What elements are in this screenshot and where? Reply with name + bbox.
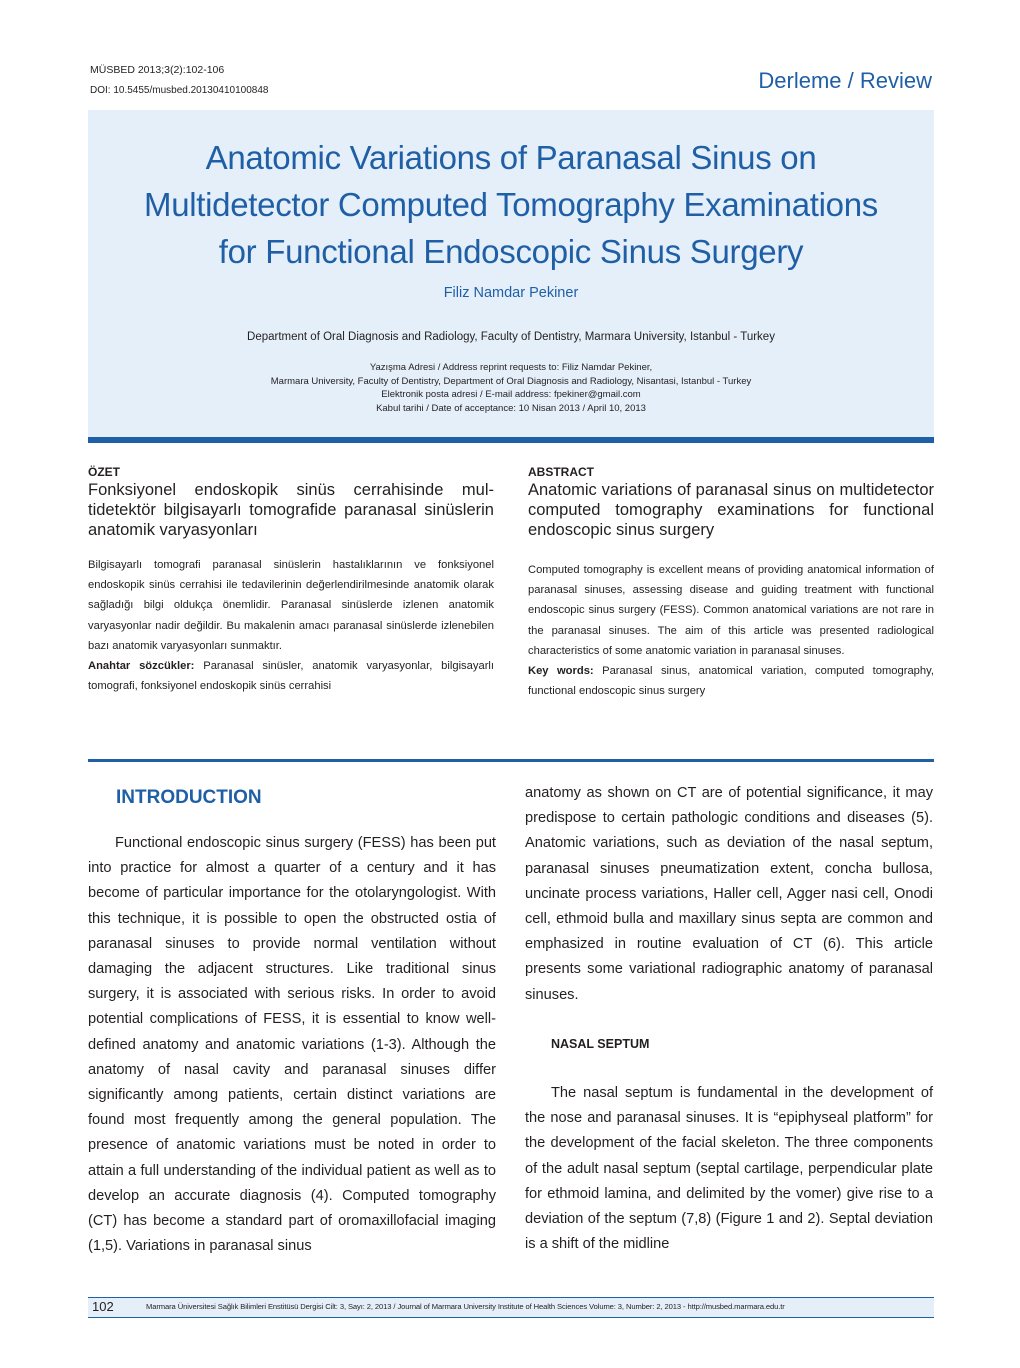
abstract-title: Anatomic variations of paranasal sinus on multidetector computed tomography examinations for functional endoscopic sinus surgery [528,481,934,539]
title-line: Anatomic Variations of Paranasal Sinus on [205,139,817,176]
doi: DOI: 10.5455/musbed.20130410100848 [90,85,269,96]
ozet-keywords-label: Anahtar sözcükler: [88,660,195,673]
nasal-septum-text: The nasal septum is fundamental in the development of the nose and paranasal sinuses. It is “epiphyseal platform” for the development of the facial skeleton. The three components of the adult nasal septum (septal cartilage, perpendicular plate for ethmoid lamina, and delimited by the vomer) give rise to a deviation of the septum (7,8) (Figure 1 and 2). Septal deviation is a shift of the midline [525,1085,933,1253]
abstract-body [528,560,934,701]
title-line: for Functional Endoscopic Sinus Surgery [218,233,804,270]
abstract-body-text: Computed tomography is excellent means of providing anatomical information of paranasal sinuses, assessing disease and guiding treatment with functional endoscopic sinus surgery (FESS). Common anatomical variations are not rare in the paranasal sinuses. The aim of this article was presented radiological characteristics of some anatomic variation in paranasal sinuses. [528,564,934,657]
title-line: Multidetector Computed Tomography Examinations [144,186,878,223]
contact-info [88,361,934,415]
ozet-body-text: Bilgisayarlı tomografi paranasal sinüslerin hastalıklarının ve fonksiyonel endoskopik sinüs cerrahisi ile tedavilerinin değerlendirilmesinde anatomik olarak sağladığı bilgi oldukça önemlidir. Paranasal sinüslerde izlenen anatomik varyasyonlar nadir değildir. Bu makalenin amacı paranasal sinüslerde izlenebilen bazı anatomik varyasyonları sunmaktır. [88,559,494,652]
ozet-keywords: Paranasal sinüsler, anatomik varyasyonlar, bilgisayarlı tomografi, fonksiyonel endoskopik sinüs cerrahisi [88,660,495,693]
contact-line: Marmara University, Faculty of Dentistry, Department of Oral Diagnosis and Radiology, Nisantasi, Istanbul - Turkey [270,375,752,387]
introduction-text: Functional endoscopic sinus surgery (FESS) has been put into practice for almost a quarter of a century and it has become of particular importance for the otolaryngologist. With this technique, it is possible to open the obstructed ostia of paranasal sinuses to provide normal ventilation without damaging the adjacent structures. Like traditional sinus surgery, it is associated with serious risks. In order to avoid potential complications of FESS, it is essential to know well-defined anatomy and anatomic variations (1-3). Although the anatomy of nasal cavity and paranasal sinuses differ significantly among patients, certain distinct variations are found most frequently among the general population. The presence of anatomic variations must be noted in order to attain a full understanding of the individual patient as well as to develop an accurate diagnosis (4). Computed tomography (CT) has become a standard part of oromaxillofacial imaging (1,5). Variations in paranasal sinus [88,835,496,1255]
ozet-section [88,465,494,696]
introduction-heading: INTRODUCTION [116,787,262,808]
title-block [88,110,934,443]
page-number: 102 [92,1299,114,1314]
introduction-continued: anatomy as shown on CT are of potential significance, it may predispose to certain pathologic conditions and diseases (5). Anatomic variations, such as deviation of the nasal septum, paranasal sinuses pneumatization extent, concha bullosa, uncinate process variations, Haller cell, Agger nasi cell, Onodi cell, ethmoid bulla and maxillary sinus septa are common and emphasized in routine evaluation of CT (6). This article presents some variational radiographic anatomy of paranasal sinuses. [525,785,933,1003]
abstract-label: ABSTRACT [528,465,594,479]
contact-line: Yazışma Adresi / Address reprint requests to: Filiz Namdar Pekiner, [369,362,653,373]
article-title [88,134,934,275]
journal-reference: MÜSBED 2013;3(2):102-106 [90,64,225,76]
abstract-section [528,465,934,701]
ozet-body [88,555,494,696]
footer-citation: Marmara Üniversitesi Sağlık Bilimleri Enstitüsü Dergisi Cilt: 3, Sayı: 2, 2013 / Journal of Marmara University Institute of Health Sciences Volume: 3, Number: 2, 2013 - http://musbed.marmara.edu.tr [146,1302,785,1311]
ozet-title: Fonksiyonel endoskopik sinüs cerrahisinde mul-tidetektör bilgisayarlı tomografide paranasal sinüslerin anatomik varyasyonları [88,481,494,539]
nasal-septum-heading: NASAL SEPTUM [551,1037,650,1051]
abstract-keywords: Paranasal sinus, anatomical variation, computed tomography, functional endoscopic sinus surgery [528,665,934,698]
affiliation: Department of Oral Diagnosis and Radiology, Faculty of Dentistry, Marmara University, Istanbul - Turkey [247,331,775,343]
abstract-keywords-label: Key words: [528,665,594,678]
contact-line: Kabul tarihi / Date of acceptance: 10 Nisan 2013 / April 10, 2013 [376,402,646,414]
ozet-label: ÖZET [88,465,120,479]
author: Filiz Namdar Pekiner [443,285,579,301]
section-tag: Derleme / Review [758,68,932,93]
contact-line: Elektronik posta adresi / E-mail address: fpekiner@gmail.com [381,389,641,400]
section-divider [88,759,934,762]
